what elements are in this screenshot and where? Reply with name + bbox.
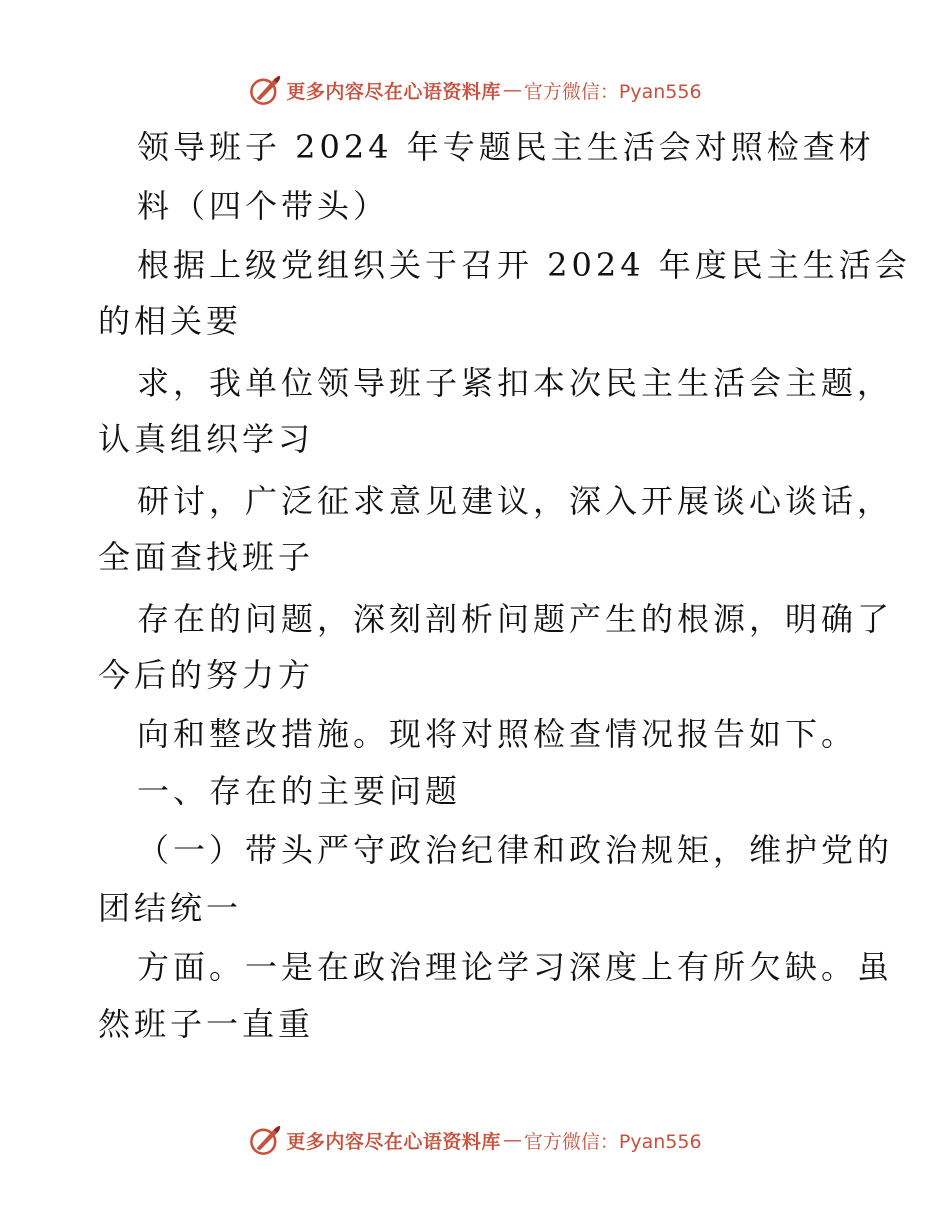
doc-line: 的相关要 (98, 302, 243, 340)
header-banner (0, 70, 950, 110)
doc-line: 认真组织学习 (98, 420, 315, 458)
doc-title-line-1: 领导班子 2024 年专题民主生活会对照检查材 (137, 128, 875, 166)
doc-line: 团结统一 (98, 889, 243, 927)
doc-line: 求，我单位领导班子紧扣本次民主生活会主题， (137, 364, 894, 402)
doc-title-line-2: 料（四个带头） (137, 187, 390, 225)
banner-dash: — (502, 79, 522, 101)
quill-pen-logo-icon (248, 73, 282, 107)
doc-line: 方面。一是在政治理论学习深度上有所欠缺。虽 (137, 948, 894, 986)
doc-line: 今后的努力方 (98, 656, 315, 694)
banner-site-text: 更多内容尽在心语资料库 (286, 1130, 501, 1153)
banner-wechat-text: 官方微信：Pyan556 (523, 80, 702, 103)
doc-line: 向和整改措施。现将对照检查情况报告如下。 (137, 715, 858, 753)
banner-site-text: 更多内容尽在心语资料库 (286, 80, 501, 103)
subsection-heading: （一）带头严守政治纪律和政治规矩，维护党的 (137, 831, 894, 869)
doc-line: 全面查找班子 (98, 538, 315, 576)
doc-line: 研讨，广泛征求意见建议，深入开展谈心谈话， (137, 482, 894, 520)
banner-wechat-text: 官方微信：Pyan556 (523, 1130, 702, 1153)
doc-line: 然班子一直重 (98, 1005, 315, 1043)
section-heading: 一、存在的主要问题 (137, 772, 462, 810)
banner-dash: — (502, 1129, 522, 1151)
doc-line: 根据上级党组织关于召开 2024 年度民主生活会 (137, 246, 911, 284)
quill-pen-logo-icon (248, 1123, 282, 1157)
footer-banner (0, 1120, 950, 1160)
doc-line: 存在的问题，深刻剖析问题产生的根源，明确了 (137, 600, 894, 638)
